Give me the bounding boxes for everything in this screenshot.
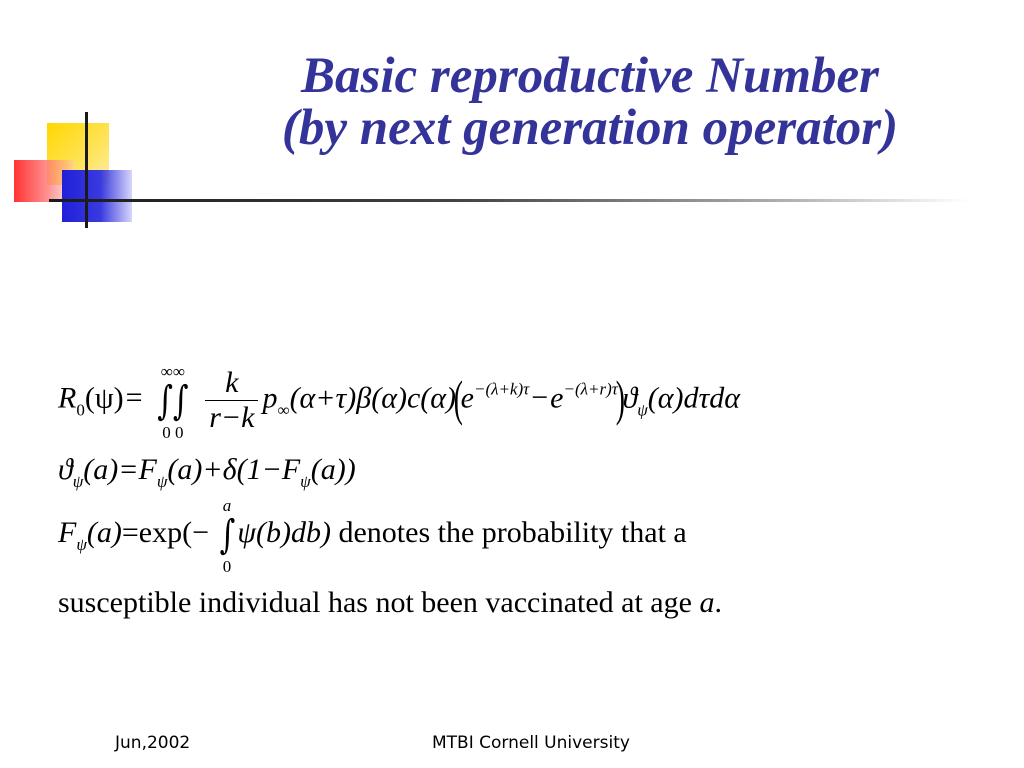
theta-definition — [58, 455, 356, 490]
exp1-base: e — [460, 381, 474, 415]
decor-vertical-line — [85, 112, 88, 228]
integral-lower-limits: 0 0 — [162, 422, 184, 442]
f-definition — [58, 496, 687, 576]
footer-date: Jun,2002 — [115, 733, 191, 753]
f-def-exp-prefix: =exp(− — [121, 515, 210, 549]
f-def-argument: (a) — [86, 515, 122, 549]
decor-blue-square — [62, 170, 132, 222]
f-integral-lower-limit: 0 — [222, 557, 232, 576]
exp1-exponent: −(λ+k)τ — [473, 379, 530, 399]
title-line-1: Basic reproductive Number — [301, 48, 879, 104]
theta-def-f-subscript: ψ — [156, 472, 168, 491]
single-integral — [217, 496, 238, 576]
alpha-beta-c-terms: (α+τ)β(α)c(α) — [289, 381, 456, 415]
title-line-2: (by next generation operator) — [281, 100, 899, 156]
theta-def-rhs-1: =F — [118, 453, 157, 486]
title-underline — [49, 199, 969, 202]
r0-subscript: 0 — [76, 400, 85, 420]
theta-subscript: ψ — [637, 400, 648, 420]
f-def-symbol: F — [58, 515, 77, 549]
fraction-denominator: r−k — [205, 400, 258, 433]
description-text: susceptible individual has not been vaccinated at age — [58, 586, 692, 619]
theta-def-subscript: ψ — [72, 472, 84, 491]
double-integral — [152, 361, 194, 442]
p-infinity-subscript: ∞ — [277, 400, 290, 420]
minus-sign: − — [531, 381, 549, 415]
description-line — [58, 588, 722, 618]
open-paren: ( — [453, 370, 463, 427]
theta-def-argument: (a) — [83, 453, 119, 486]
integral-icon: ∫ — [219, 512, 235, 558]
integral-icon: ∫∫ — [157, 377, 189, 424]
exp2-base: e — [550, 381, 564, 415]
exp2-exponent: −(λ+r)τ — [563, 379, 618, 399]
theta-def-rhs-2: (a)+δ(1−F — [167, 453, 301, 486]
description-variable: a — [699, 586, 715, 619]
theta-def-symbol: ϑ — [58, 453, 73, 486]
r0-argument: (ψ) — [84, 381, 124, 415]
description-period: . — [714, 586, 722, 619]
theta-def-rhs-3: (a)) — [310, 453, 356, 486]
equals-sign: = — [125, 381, 143, 415]
f-def-subscript: ψ — [76, 534, 87, 554]
r0-symbol: R — [58, 381, 77, 415]
r0-equation — [58, 361, 740, 442]
integral-upper-limits: ∞∞ — [160, 361, 185, 381]
theta-def-f2-subscript: ψ — [300, 472, 311, 491]
f-integral-upper-limit: a — [222, 496, 232, 515]
close-paren: ) — [615, 370, 625, 427]
r0-tail-terms: (α)dτdα — [647, 381, 740, 415]
footer-organization: MTBI Cornell University — [432, 733, 630, 753]
f-def-description: denotes the probability that a — [330, 515, 687, 549]
fraction-numerator: k — [225, 366, 239, 399]
f-def-integrand: ψ(b)db) — [237, 515, 331, 549]
fraction-k-over-r-minus-k — [205, 368, 258, 433]
theta-symbol: ϑ — [622, 381, 638, 415]
p-infinity-symbol: p — [262, 381, 278, 415]
slide-title — [180, 50, 1000, 154]
